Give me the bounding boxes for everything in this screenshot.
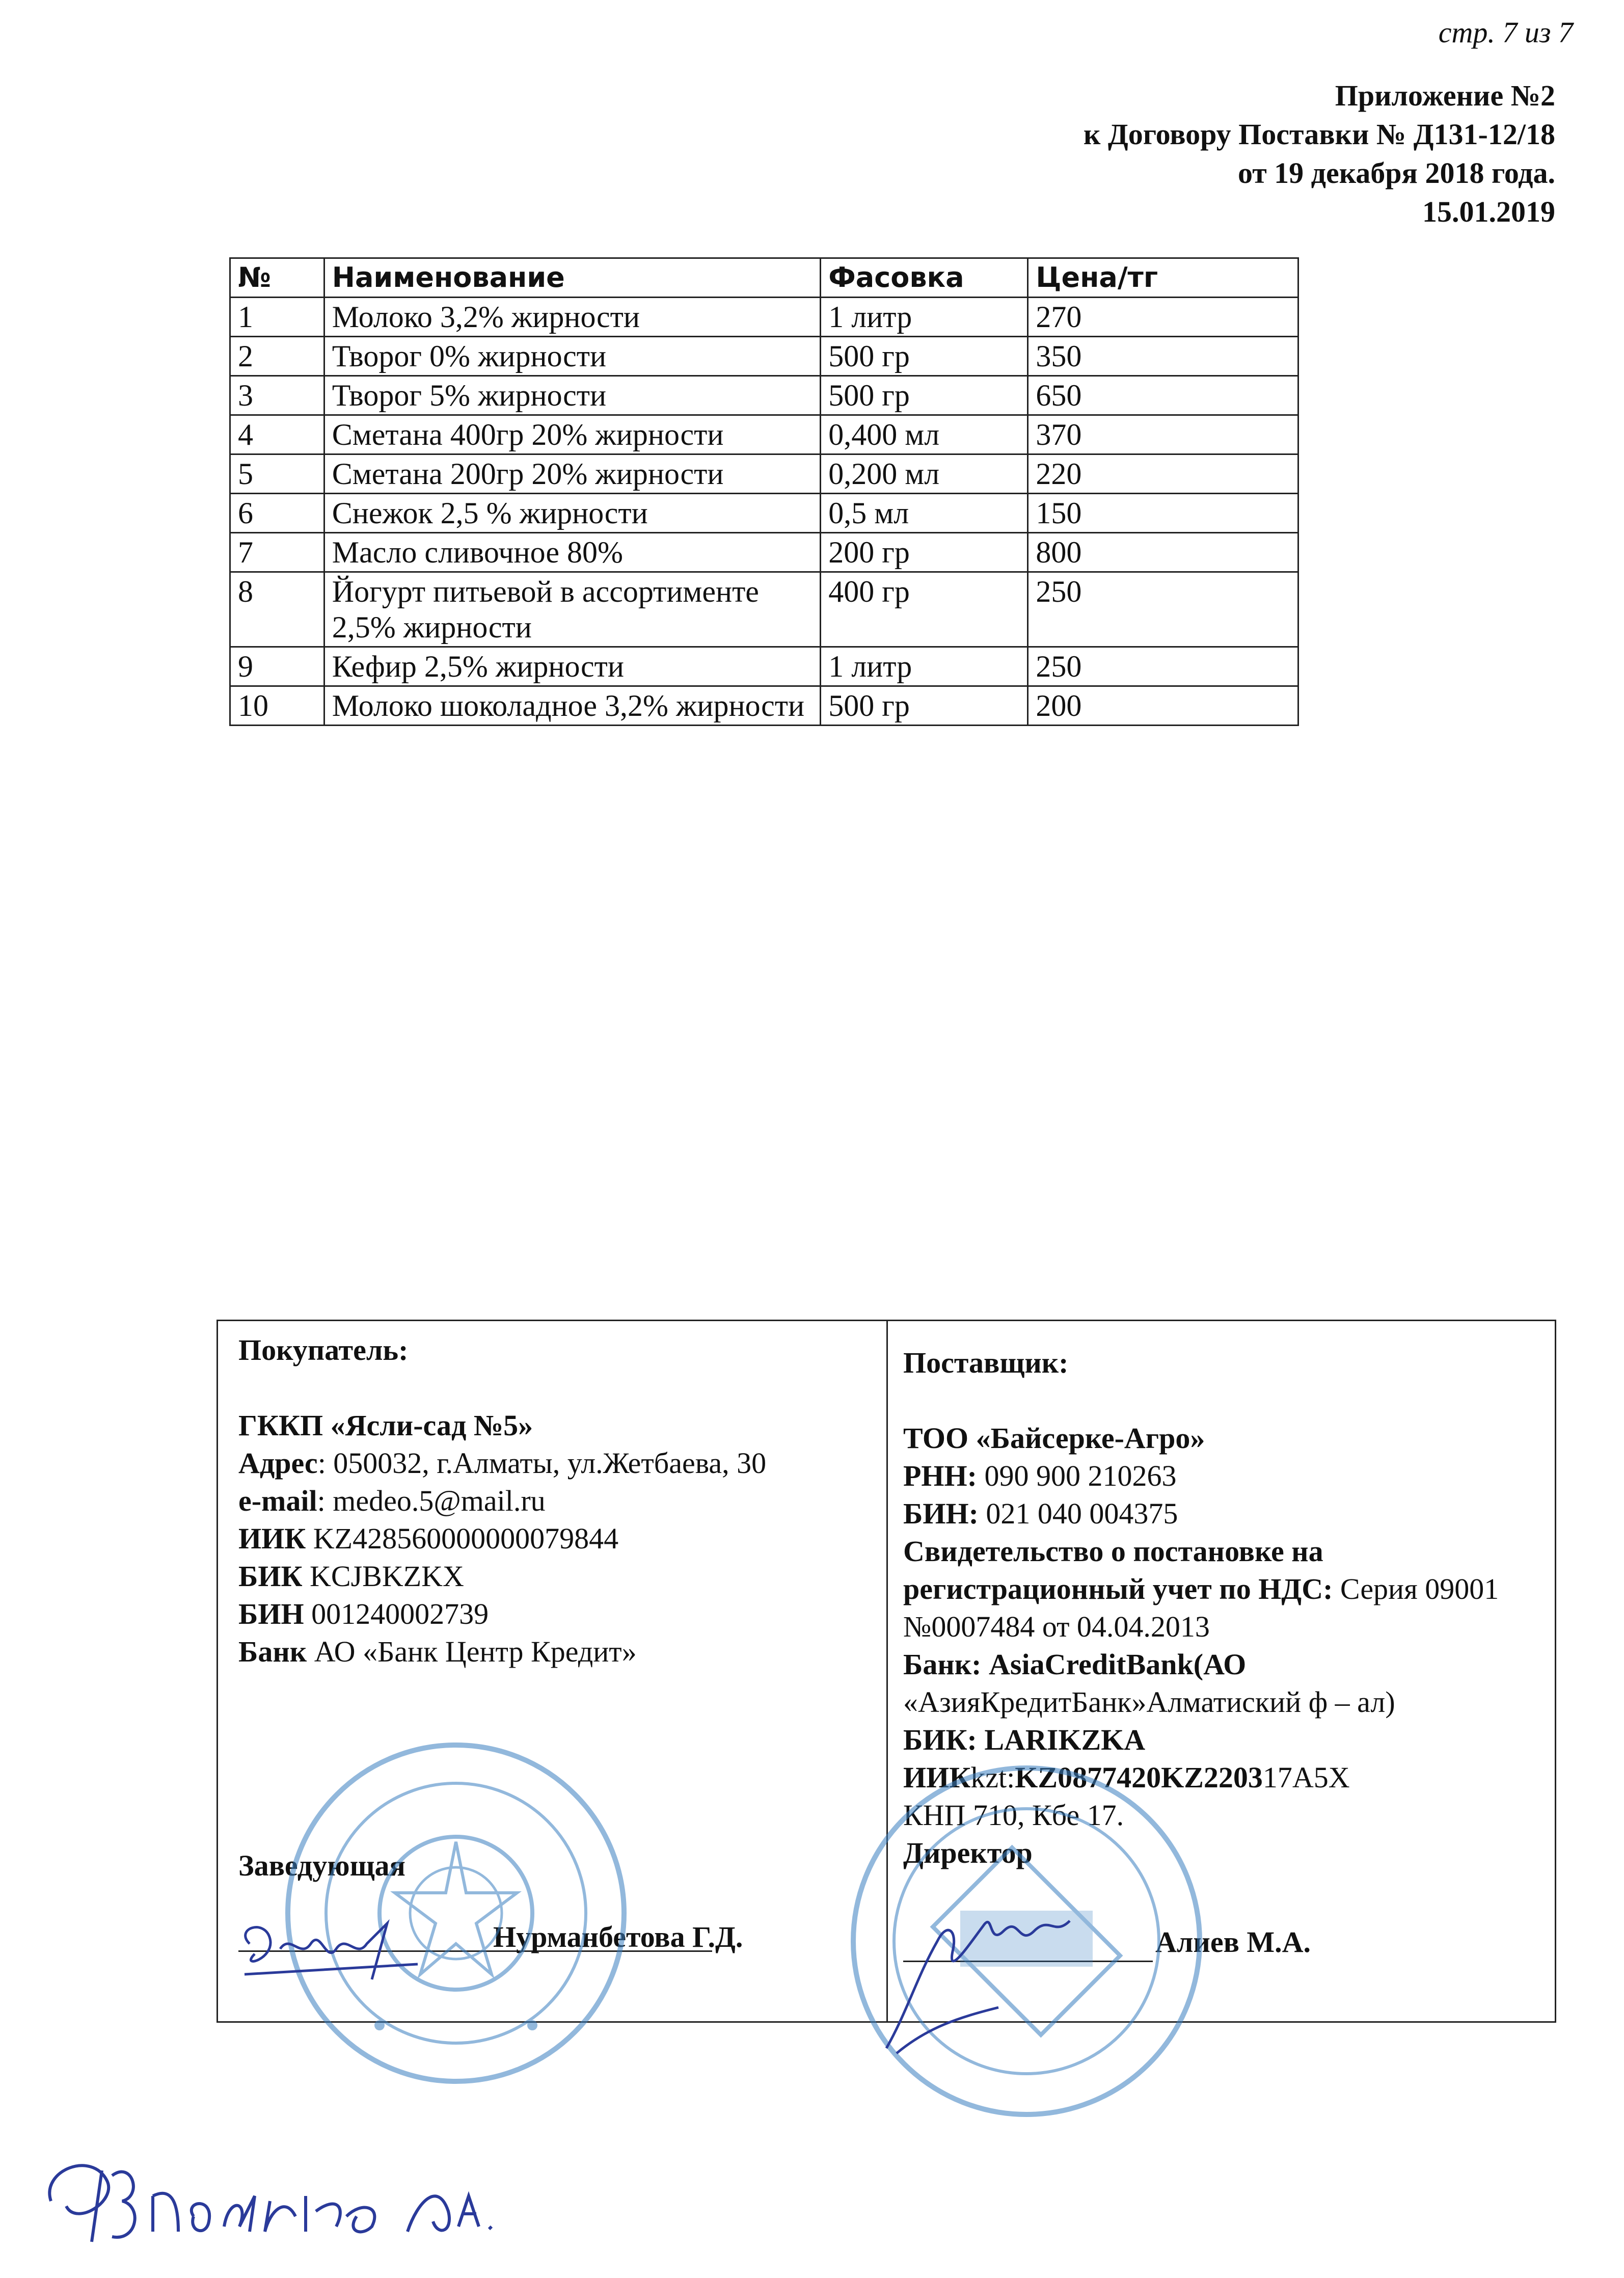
buyer-bin: БИН 001240002739	[238, 1597, 489, 1630]
supplier-iik: ИИКkzt:KZ0877420KZ220317A5X	[903, 1761, 1350, 1794]
supplier-signatory: Алиев М.А.	[1155, 1925, 1311, 1959]
cell-pack: 400 гр	[821, 572, 1028, 647]
supplier-bin: БИН: 021 040 004375	[903, 1497, 1178, 1530]
table-row	[230, 647, 1298, 686]
supplier-position: Директор	[903, 1836, 1033, 1869]
cell-number: 9	[230, 647, 324, 686]
supplier-vat: Свидетельство о постановке на регистрационный учет по НДС: Серия 09001 №0007484 от 04.04.2013	[903, 1535, 1499, 1643]
table-row	[230, 686, 1298, 726]
annex-date: 15.01.2019	[1422, 195, 1555, 228]
price-table	[229, 257, 1299, 726]
header-price: Цена/тг	[1028, 258, 1298, 298]
buyer-position: Заведующая	[238, 1849, 405, 1882]
contract-reference: к Договору Поставки № Д131-12/18	[1083, 118, 1555, 151]
cell-price: 350	[1028, 337, 1298, 376]
supplier-signature-icon	[866, 1885, 1151, 2079]
cell-name: Творог 5% жирности	[324, 376, 820, 415]
supplier-bank: Банк: AsiaCreditBank(АО	[903, 1648, 1247, 1681]
table-row	[230, 298, 1298, 337]
cell-name: Творог 0% жирности	[324, 337, 820, 376]
buyer-signatory: Нурманбетова Г.Д.	[493, 1920, 743, 1953]
supplier-title: Поставщик:	[903, 1346, 1069, 1379]
buyer-signature-icon	[234, 1913, 428, 1995]
cell-price: 250	[1028, 647, 1298, 686]
cell-pack: 500 гр	[821, 376, 1028, 415]
cell-number: 5	[230, 454, 324, 494]
cell-number: 8	[230, 572, 324, 647]
cell-pack: 1 литр	[821, 647, 1028, 686]
cell-price: 220	[1028, 454, 1298, 494]
cell-pack: 500 гр	[821, 337, 1028, 376]
cell-price: 150	[1028, 494, 1298, 533]
buyer-email: e-mail: medeo.5@mail.ru	[238, 1484, 546, 1517]
cell-name: Сметана 200гр 20% жирности	[324, 454, 820, 494]
buyer-iik: ИИК KZ428560000000079844	[238, 1522, 619, 1555]
buyer-bank: Банк АО «Банк Центр Кредит»	[238, 1635, 637, 1668]
cell-pack: 0,200 мл	[821, 454, 1028, 494]
table-row	[230, 415, 1298, 454]
table-row	[230, 376, 1298, 415]
cell-price: 270	[1028, 298, 1298, 337]
cell-pack: 0,400 мл	[821, 415, 1028, 454]
buyer-details	[238, 1331, 880, 1671]
cell-price: 250	[1028, 572, 1298, 647]
buyer-org: ГККП «Ясли-сад №5»	[238, 1409, 533, 1442]
cell-pack: 500 гр	[821, 686, 1028, 726]
cell-number: 10	[230, 686, 324, 726]
buyer-title: Покупатель:	[238, 1333, 409, 1366]
cell-price: 650	[1028, 376, 1298, 415]
supplier-knp: КНП 710, Кбе 17.	[903, 1799, 1124, 1832]
cell-pack: 1 литр	[821, 298, 1028, 337]
buyer-address: Адрес: 050032, г.Алматы, ул.Жетбаева, 30	[238, 1446, 767, 1480]
annex-title: Приложение №2	[1335, 79, 1555, 112]
page-number: стр. 7 из 7	[1438, 16, 1573, 49]
header-number: №	[230, 258, 324, 298]
header-name: Наименование	[324, 258, 820, 298]
table-row	[230, 533, 1298, 572]
cell-name: Йогурт питьевой в ассортименте 2,5% жирности	[324, 572, 820, 647]
cell-number: 3	[230, 376, 324, 415]
header-pack: Фасовка	[821, 258, 1028, 298]
cell-name: Кефир 2,5% жирности	[324, 647, 820, 686]
cell-price: 800	[1028, 533, 1298, 572]
supplier-bank-name: «АзияКредитБанк»Алматиский ф – ал)	[903, 1685, 1395, 1719]
cell-price: 200	[1028, 686, 1298, 726]
cell-number: 7	[230, 533, 324, 572]
cell-name: Молоко шоколадное 3,2% жирности	[324, 686, 820, 726]
cell-pack: 200 гр	[821, 533, 1028, 572]
cell-name: Молоко 3,2% жирности	[324, 298, 820, 337]
cell-number: 2	[230, 337, 324, 376]
buyer-bik: БИК KCJBKZKX	[238, 1560, 464, 1593]
cell-name: Снежок 2,5 % жирности	[324, 494, 820, 533]
cell-price: 370	[1028, 415, 1298, 454]
contract-date: от 19 декабря 2018 года.	[1237, 156, 1555, 190]
cell-name: Сметана 400гр 20% жирности	[324, 415, 820, 454]
table-row	[230, 337, 1298, 376]
table-row	[230, 572, 1298, 647]
table-header-row	[230, 258, 1298, 298]
supplier-rnn: РНН: 090 900 210263	[903, 1459, 1177, 1492]
cell-number: 4	[230, 415, 324, 454]
cell-number: 1	[230, 298, 324, 337]
cell-name: Масло сливочное 80%	[324, 533, 820, 572]
cell-number: 6	[230, 494, 324, 533]
handwritten-note-icon	[31, 2140, 540, 2257]
supplier-org: ТОО «Байсерке-Агро»	[903, 1422, 1205, 1455]
table-row	[230, 454, 1298, 494]
supplier-bik: БИК: LARIKZKA	[903, 1723, 1146, 1756]
annex-header	[1084, 76, 1555, 231]
table-row	[230, 494, 1298, 533]
cell-pack: 0,5 мл	[821, 494, 1028, 533]
